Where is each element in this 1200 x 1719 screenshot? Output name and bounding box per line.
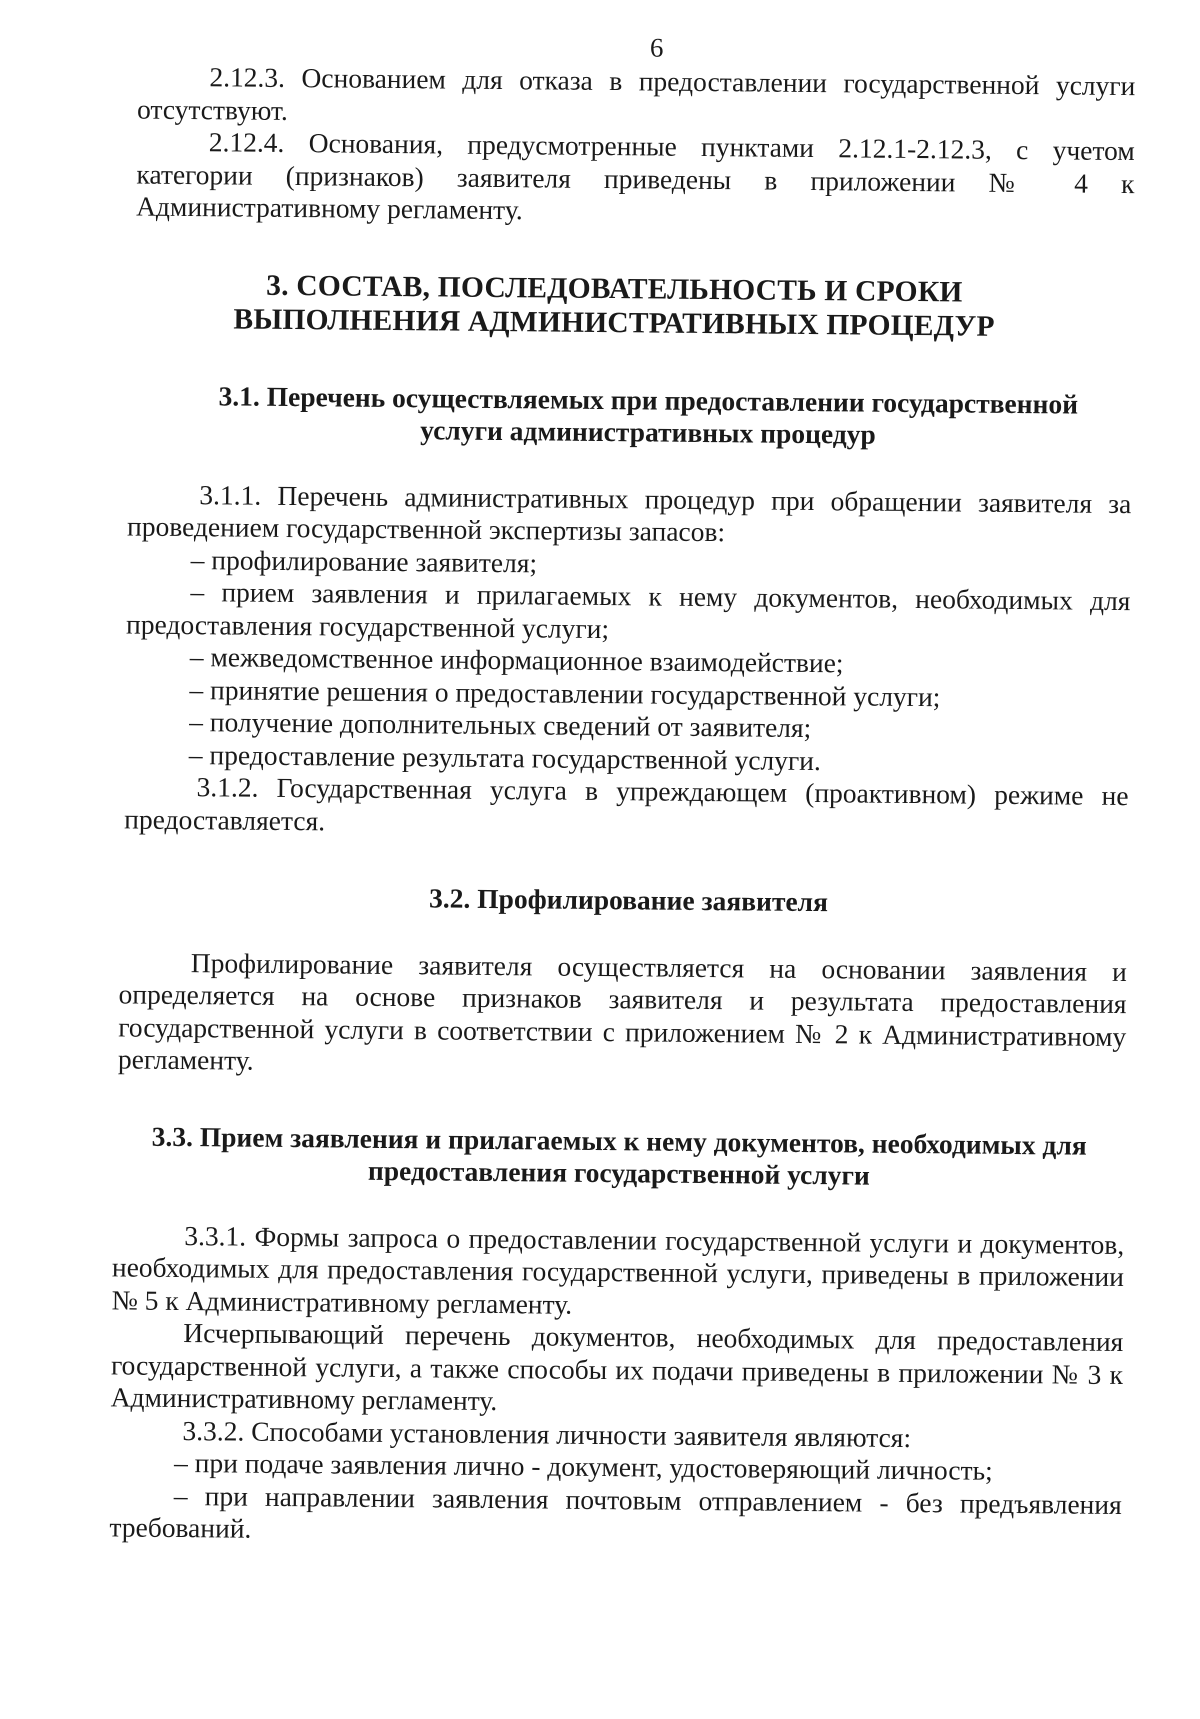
paragraph-3-3-1-documents: Исчерпывающий перечень документов, необходимых для предоставления государственной услуги, а также способы их подачи приведены в приложении № 3 к Административному регламенту. (110, 1317, 1124, 1417)
list-item: – при подаче заявления лично - документ, удостоверяющий личность; (173, 1446, 993, 1486)
identity-methods-list (109, 1446, 1122, 1553)
paragraph-3-1-2: 3.1.2. Государственная услуга в упреждающем (проактивном) режиме не предоставляется. (124, 771, 1129, 836)
list-item: – принятие решения о предоставлении государственной услуги; (189, 673, 941, 712)
paragraph-2-12-4: 2.12.4. Основания, предусмотренные пунктами 2.12.1-2.12.3, с учетом категории (признаков) заявителя приведены в приложении № 4 к Административному регламенту. (136, 126, 1135, 226)
paragraph-3-3-2: 3.3.2. Способами установления личности заявителя являются: (182, 1414, 912, 1453)
list-item: – при направлении заявления почтовым отправлением - без предъявления требований. (109, 1479, 1122, 1544)
list-item: – предоставление результата государственной услуги. (188, 738, 822, 776)
subsection-3-1-title: 3.1. Перечень осуществляемых при предоставлении государственной услуги административных процедур (218, 379, 1079, 450)
paragraph-2-12-3: 2.12.3. Основанием для отказа в предоставлении государственной услуги отсутствуют. (136, 61, 1136, 126)
list-item: – прием заявления и прилагаемых к нему документов, необходимых для предоставления государственной услуги; (126, 576, 1131, 644)
page-number: 6 (649, 32, 664, 63)
subsection-3-3-title: 3.3. Прием заявления и прилагаемых к нему документов, необходимых для предоставления государственной услуги (151, 1120, 1087, 1191)
paragraph-3-1-1: 3.1.1. Перечень административных процедур при обращении заявителя за проведением государственной экспертизы запасов: (126, 478, 1132, 548)
list-item: – межведомственное информационное взаимодействие; (189, 641, 844, 679)
list-item: – профилирование заявителя; (190, 543, 538, 578)
subsection-3-2-title: 3.2. Профилирование заявителя (428, 882, 829, 918)
paragraph-3-3-1: 3.3.1. Формы запроса о предоставлении государственной услуги и документов, необходимых для предоставления государственной услуги, приведены в приложении № 5 к Административному регламенту. (111, 1219, 1125, 1320)
paragraph-3-2: Профилирование заявителя осуществляется на основании заявления и определяется на основе признаков заявителя и результата предоставления государственной услуги в соответствии с приложением № 2 к Административному регламенту. (117, 946, 1128, 1076)
list-item: – получение дополнительных сведений от заявителя; (189, 706, 812, 744)
procedure-list (125, 543, 1131, 780)
section-3-title: 3. СОСТАВ, ПОСЛЕДОВАТЕЛЬНОСТЬ И СРОКИ ВЫПОЛНЕНИЯ АДМИНИСТРАТИВНЫХ ПРОЦЕДУР (233, 269, 995, 343)
